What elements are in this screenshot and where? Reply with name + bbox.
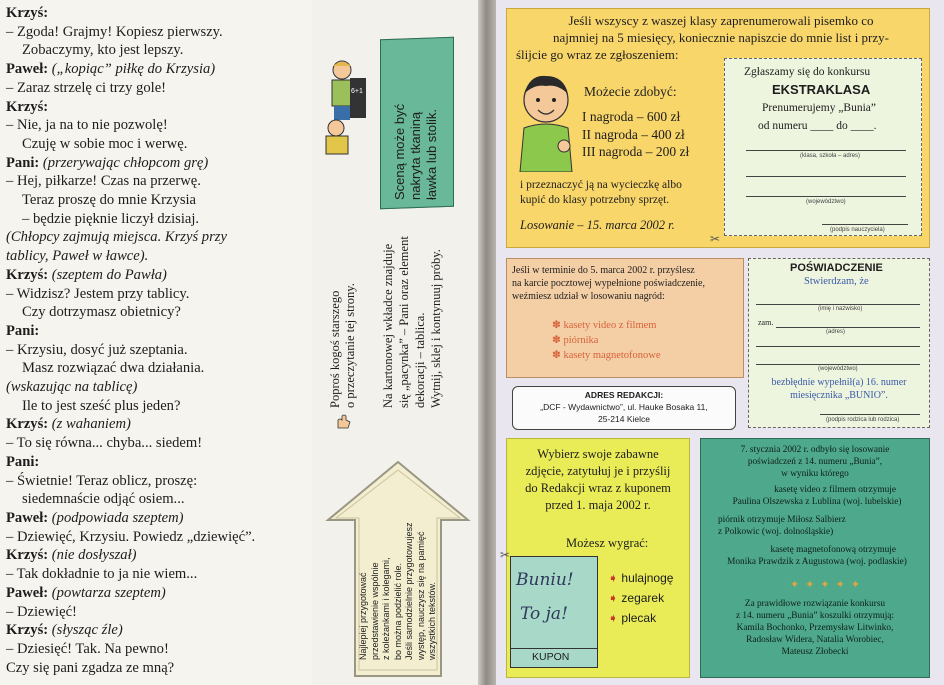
scene-note-line: ławka lub stolik. [424,108,439,200]
arrow-line: z koleżankami i kolegami, [381,557,391,660]
speaker-name: Krzyś: [6,98,49,115]
contest-spend [520,178,682,208]
address-title: ADRES REDAKCJI: [584,390,664,400]
arrow-bullet-icon: ➧ [608,591,622,605]
address-line: „DCF - Wydawnictwo”, ul. Hauke Bosaka 11, [540,402,708,412]
speaker-name: Krzyś: [6,622,49,639]
cardboard-line: się „pacynka” – Pani oraz element [397,236,411,408]
winner-line: z Polkowic (woj. dolnośląskie) [718,527,834,537]
stage-direction: (Chłopcy zajmują miejsca. Krzyś przy [6,229,227,246]
script-line [6,490,310,509]
script-line [6,341,310,360]
stage-direction: (przerywając chłopcom grę) [39,154,209,171]
script-text: – Widzisz? Jestem przy tablicy. [6,285,190,302]
speaker-name: Pani: [6,322,40,339]
script-text: Czuję w sobie moc i werwę. [22,135,188,152]
certificate-line [756,304,920,305]
contest-intro-line: najmniej na 5 miesięcy, koniecznie napiszcie do mnie list i przy- [553,30,889,45]
scene-note-text [392,104,440,200]
lottery-item-label: kasety video z filmem [563,320,657,331]
arrow-line: przedstawienie wspólnie [369,562,380,660]
script-line [6,228,310,247]
certificate-text [764,376,914,402]
certificate-label-name: (imię i nazwisko) [818,306,863,312]
script-line [6,135,310,154]
arrow-bullet-icon: ➧ [608,571,622,585]
address-text [512,389,736,425]
script-line [6,659,310,678]
certificate-label-address: (adres) [826,329,846,335]
results-tail-line: Radosław Widera, Natalia Worobiec, [746,635,884,645]
stage-direction: (powtarza szeptem) [48,584,166,601]
script-line [6,98,310,117]
script-line [6,154,310,173]
script-text: Ile to jest sześć plus jeden? [22,397,181,414]
coupon-script-line: Buniu! [516,570,574,590]
script-line [6,266,310,285]
script-line [6,434,310,453]
arrow-line: Jeśli samodzielnie przygotowujesz [404,522,414,660]
script-line [6,509,310,528]
results-tail-line: z 14. numeru „Bunia” koszulki otrzymują: [735,611,894,621]
lottery-item [552,333,661,348]
script-text: Masz rozwiązać dwa działania. [22,360,205,377]
prize-item: I nagroda – 600 zł [582,109,681,124]
arrow-line: wszystkich tekstów. [427,581,437,660]
lottery-item [552,318,661,333]
winner-line: piórnik otrzymuje Miłosz Salbierz [718,515,846,525]
script-text: Zobaczymy, kto jest lepszy. [22,42,184,59]
speaker-name: Pani: [6,453,40,470]
results-tail-line: Mateusz Złobecki [781,647,849,657]
script-line [6,191,310,210]
script-text: – będzie pięknie liczył dzisiaj. [22,210,200,227]
script-text: Czy się pani zgadza ze mną? [6,659,175,676]
script-line [6,640,310,659]
form-line [822,224,908,225]
coupon-label: KUPON [532,651,570,663]
script-line [6,60,310,79]
script-text: – Świetnie! Teraz oblicz, proszę: [6,472,198,489]
results-winners [708,484,926,568]
cardboard-note [380,236,444,408]
certificate-subtitle: Stwierdzam, że [804,276,869,287]
script-line [6,472,310,491]
photo-prize-label: hulajnogę [621,571,674,585]
results-tail-line: Kamila Bochonko, Przemysław Litwinko, [736,623,894,633]
script-text: Teraz proszę do mnie Krzysia [22,192,197,209]
speaker-name: Paweł: [6,584,49,601]
arrow-bullet-icon: ➧ [608,611,622,625]
script-text: – Dziewięć! [6,603,77,620]
script-line [6,303,310,322]
scissors-icon: ✂ [500,548,511,562]
coupon-script-line: To ja! [520,604,568,624]
script-text: – Tak dokładnie to ja nie wiem... [6,566,198,583]
photo-prize-label: plecak [621,611,657,625]
results-head-line: 7. stycznia 2002 r. odbyło się losowanie [740,445,890,455]
ask-older-line: Poproś kogoś starszego [328,290,342,408]
stage-direction: (z wahaniem) [48,416,131,433]
photo-prizes [608,568,673,628]
photo-contest-text [506,446,690,514]
contest-win-label: Możecie zdobyć: [584,84,677,99]
flower-icon: ✽ [552,335,564,346]
stage-direction: (wskazując na tablicę) [6,379,138,396]
script-line [6,546,310,565]
form-line [746,150,906,151]
script-line [6,378,310,397]
script-line [6,528,310,547]
form-line [746,196,906,197]
form-label-school: (klasa, szkoła – adres) [800,153,861,159]
script-line [6,172,310,191]
script-text: – Dziewięć, Krzysiu. Powiedz „dziewięć”. [6,528,256,545]
winner-line: kasetę video z filmem otrzymuje [774,485,896,495]
ask-older-line: o przeczytanie tej strony. [343,283,357,408]
script-text: – Hej, piłkarze! Czas na przerwę. [6,173,201,190]
certificate-text-line: bezbłędnie wypełnił(a) 16. numer [771,377,907,388]
script-line [6,584,310,603]
results-head [704,444,926,480]
results-tail [704,598,926,658]
script-line [6,415,310,434]
photo-text-line: Wybierz swoje zabawne [537,447,659,461]
form-label-province: (województwo) [806,199,846,205]
spend-line: i przeznaczyć ją na wycieczkę albo [520,179,682,191]
lottery-line: Jeśli w terminie do 5. marca 2002 r. przyślesz [512,265,695,276]
contest-prizes [582,108,689,161]
script-text: – Krzysiu, dosyć już szeptania. [6,341,188,358]
form-subscription: Prenumerujemy „Bunia” [762,102,877,114]
script-text: – Nie, ja na to nie pozwolę! [6,117,168,134]
lottery-line: na karcie pocztowej wypełnione poświadczenie, [512,278,705,289]
script-line [6,210,310,229]
form-title: Zgłaszamy się do konkursu [744,66,871,78]
contest-intro-line: Jeśli wszyscy z waszej klasy zaprenumerowali pisemko co [568,13,874,28]
children-illustration [320,58,378,158]
form-label-signature: (podpis nauczyciela) [830,227,885,233]
certificate-text-line: miesięcznika „BUNIO”. [790,390,888,401]
certificate-title: POŚWIADCZENIE [790,262,883,274]
script-text: – Zaraz strzelę ci trzy gole! [6,79,167,96]
script-line [6,565,310,584]
prize-item: II nagroda – 400 zł [582,126,685,142]
certificate-line [776,327,920,328]
script-line [6,285,310,304]
script-line [6,247,310,266]
speaker-name: Krzyś: [6,5,49,21]
star-row: ✦✦✦✦✦ [790,579,867,591]
lottery-line: weźmiesz udział w losowaniu nagród: [512,291,665,302]
certificate-label-signature: (podpis rodzica lub rodzica) [826,417,900,423]
boy-illustration [512,72,580,172]
cardboard-line: Wytnij, sklej i kontynuuj próby. [429,249,443,408]
form-from-number: od numeru ____ do ____. [758,120,877,132]
lottery-text [512,264,705,303]
photo-prize-item [608,588,673,608]
cardboard-line: Na kartonowej wkładce znajduje [381,243,395,408]
certificate-line [756,364,920,365]
script-line [6,603,310,622]
script-text: – Zgoda! Grajmy! Kopiesz pierwszy. [6,23,223,40]
certificate-label-province: (województwo) [818,366,858,372]
lottery-items [552,318,661,363]
scene-note-line: nakryta tkaniną [408,111,423,200]
script-line [6,23,310,42]
scene-note-line: Sceną może być [392,103,407,200]
script-line [6,322,310,341]
contest-intro-line: ślijcie go wraz ze zgłoszeniem: [516,47,679,62]
speaker-name: Krzyś: [6,416,49,433]
script-line [6,621,310,640]
stage-direction: tablicy, Paweł w ławce). [6,248,149,265]
lottery-item-label: kasety magnetofonowe [563,350,661,361]
speaker-name: Pani: [6,154,40,171]
photo-prize-label: zegarek [621,591,665,605]
script-line [6,79,310,98]
script-text: Czy dotrzymasz obietnicy? [22,304,181,321]
certificate-line [820,414,920,415]
scissors-icon: ✂ [710,232,721,246]
speaker-name: Krzyś: [6,266,49,283]
book-spine [478,0,496,685]
stage-direction: (nie dosłyszał) [48,547,137,564]
photo-prize-item [608,608,673,628]
prize-item: III nagroda – 200 zł [582,144,690,159]
form-contest-name: EKSTRAKLASA [772,82,871,97]
winner-line: Paulina Olszewska z Lublina (woj. lubelskie) [732,497,902,507]
address-line: 25-214 Kielce [598,414,650,424]
script-text: – Dziesięć! Tak. Na pewno! [6,640,169,657]
certificate-label-zam: zam. [758,318,774,327]
speaker-name: Paweł: [6,61,49,78]
winner-line: Monika Prawdzik z Augustowa (woj. podlaskie) [727,557,907,567]
svg-text:6+1: 6+1 [351,88,363,95]
stage-direction: (podpowiada szeptem) [48,509,184,526]
script-line [6,453,310,472]
hand-icon [334,412,354,432]
speaker-name: Krzyś: [6,547,49,564]
results-head-line: w wyniku którego [781,469,849,479]
results-head-line: poświadczeń z 14. numeru „Bunia”, [747,457,883,467]
spend-line: kupić do klasy potrzebny sprzęt. [520,194,670,206]
contest-intro [516,12,926,63]
stage-direction: (słysząc źle) [48,622,123,639]
script-line [6,4,310,23]
arrow-line: Najlepiej przygotować [358,572,368,660]
photo-text-line: przed 1. maja 2002 r. [545,498,651,512]
script-line [6,397,310,416]
photo-text-line: zdjęcie, zatytułuj je i przyślij [525,464,671,478]
photo-win-label: Możesz wygrać: [566,536,649,550]
script-text: siedemnaście odjąć osiem... [22,491,185,508]
script-line [6,359,310,378]
stage-direction: („kopiąc” piłkę do Krzysia) [48,61,216,78]
arrow-line: bo można podzielić role. [392,562,403,660]
certificate-line [756,346,920,347]
lottery-item [552,348,661,363]
arrow-text [358,522,439,660]
photo-text-line: do Redakcji wraz z kuponem [525,481,671,495]
speaker-name: Paweł: [6,509,49,526]
script-line [6,41,310,60]
script-line [6,116,310,135]
ask-older-note [328,283,358,408]
lottery-item-label: piórnika [563,335,599,346]
play-script [6,4,310,677]
flower-icon: ✽ [552,350,564,361]
stage-direction: (szeptem do Pawła) [48,266,167,283]
photo-prize-item [608,568,673,588]
form-line [746,176,906,177]
results-tail-line: Za prawidłowe rozwiązanie konkursu [744,599,886,609]
arrow-line: występ, nauczysz się na pamięć [415,531,426,660]
flower-icon: ✽ [552,320,564,331]
winner-line: kasetę magnetofonową otrzymuje [770,545,896,555]
contest-draw-date: Losowanie – 15. marca 2002 r. [520,218,675,232]
cardboard-line: dekoracji – tablica. [413,312,427,408]
script-text: – To się równa... chyba... siedem! [6,435,203,452]
